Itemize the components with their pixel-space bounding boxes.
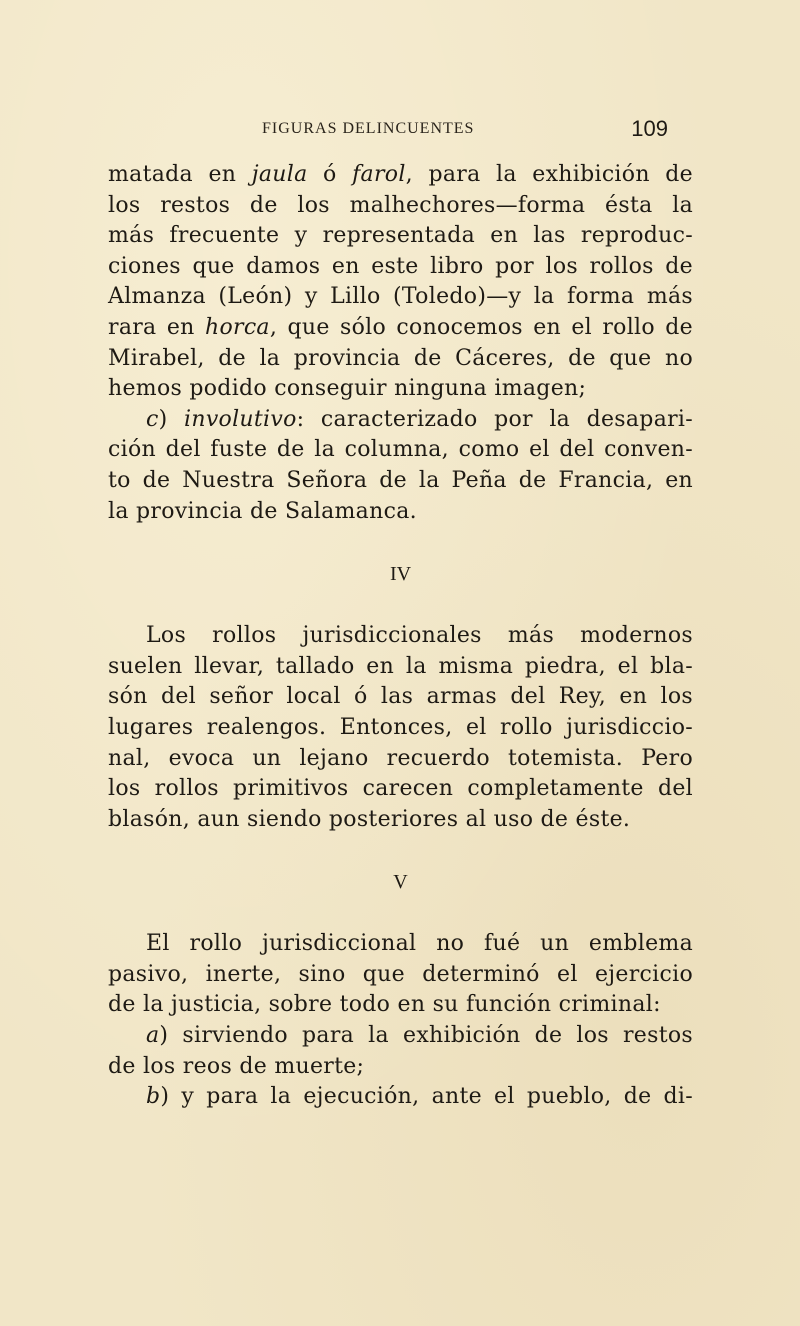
- text-run: matada en: [108, 162, 252, 187]
- text-line: ciones que damos en este libro por los rollos de: [108, 253, 693, 279]
- text-run: : caracterizado por la desapari-: [296, 406, 693, 432]
- list-letter: c: [146, 406, 159, 432]
- text-line: [108, 160, 693, 191]
- text-line: más frecuente y representada en las reproduc-: [108, 223, 693, 249]
- text-line: de la justicia, sobre todo en su función criminal:: [108, 992, 661, 1018]
- text-line: la provincia de Salamanca.: [108, 498, 417, 524]
- text-run: ): [158, 406, 185, 432]
- text-line: pasivo, inerte, sino que determinó el ejercicio: [108, 961, 693, 987]
- text-line: hemos podido conseguir ninguna imagen;: [108, 376, 587, 402]
- list-letter: a: [146, 1023, 160, 1049]
- running-title: FIGURAS DELINCUENTES: [262, 120, 475, 137]
- italic-term: involutivo: [184, 406, 297, 432]
- text-run: rara en: [108, 314, 205, 340]
- list-letter: b: [146, 1084, 161, 1110]
- text-line: Mirabel, de la provincia de Cáceres, de que no: [108, 345, 693, 371]
- text-line: nal, evoca un lejano recuerdo totemista. Pero: [108, 745, 693, 771]
- text-line: són del señor local ó las armas del Rey, en los: [108, 684, 693, 710]
- text-line: ción del fuste de la columna, como el del conven-: [108, 437, 693, 463]
- italic-term: farol: [352, 162, 406, 187]
- italic-term: jaula: [251, 162, 308, 187]
- text-run: , para la exhibición de: [405, 162, 693, 187]
- running-head: [108, 116, 668, 146]
- text-line: [108, 1021, 693, 1052]
- text-line: los rollos primitivos carecen completamente del: [108, 776, 693, 802]
- text-line: Los rollos jurisdiccionales más modernos: [146, 623, 693, 649]
- text-line: [108, 1082, 693, 1113]
- section-heading: V: [393, 871, 408, 894]
- text-line: blasón, aun siendo posteriores al uso de éste.: [108, 806, 631, 832]
- text-line: de los reos de muerte;: [108, 1053, 365, 1079]
- text-line: suelen llevar, tallado en la misma piedra, el bla-: [108, 653, 693, 679]
- text-run: ) y para la ejecución, ante el pueblo, de di-: [160, 1084, 693, 1110]
- text-line: El rollo jurisdiccional no fué un emblema: [146, 931, 693, 957]
- section-heading: IV: [389, 563, 412, 586]
- text-line: Almanza (León) y Lillo (Toledo)—y la forma más: [108, 284, 693, 310]
- text-line: los restos de los malhechores—forma ésta la: [108, 192, 693, 218]
- text-line: [108, 405, 693, 436]
- page-number: 109: [631, 116, 668, 141]
- body-text: [108, 160, 693, 1113]
- text-line: [108, 313, 693, 344]
- text-run: ) sirviendo para la exhibición de los restos: [159, 1023, 693, 1049]
- text-line: lugares realengos. Entonces, el rollo jurisdiccio-: [108, 714, 693, 740]
- text-run: , que sólo conocemos en el rollo de: [269, 314, 693, 340]
- text-run: ó: [307, 162, 353, 187]
- italic-term: horca: [204, 314, 270, 340]
- text-line: to de Nuestra Señora de la Peña de Francia, en: [108, 467, 693, 493]
